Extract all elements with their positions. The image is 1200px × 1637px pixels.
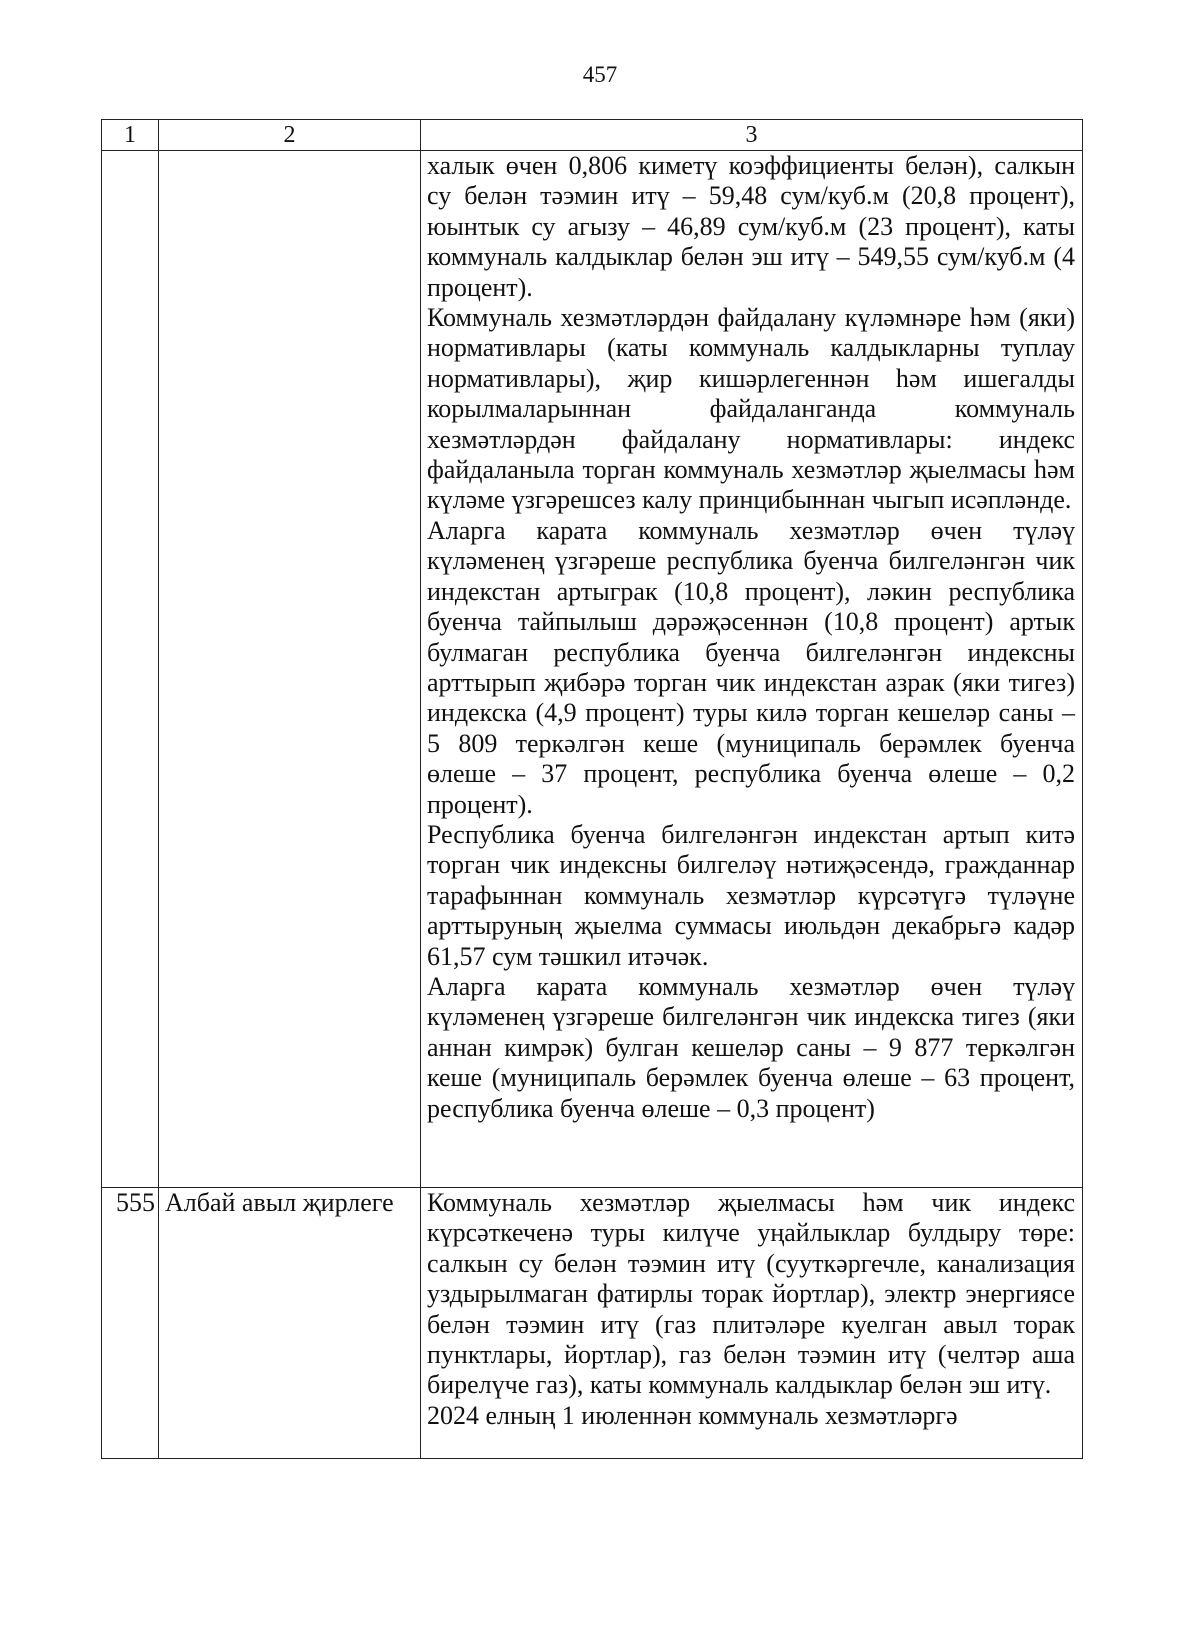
page-number: 457 <box>582 62 618 87</box>
description-paragraph: халык өчен 0,806 киметү коэффициенты белән), салкын су белән тәэмин итү – 59,48 сум/куб.м (20,8 процент), юынтык су агызу – 46,89 сум/куб.м (23 процент), каты коммуналь калдыклар белән эш итү – 549,55 сум/куб.м (4 процент). <box>427 151 1075 302</box>
row-number-cell: 555 <box>102 1188 159 1459</box>
table-row <box>102 1188 1083 1459</box>
description-paragraph: Коммуналь хезмәтләр җыелмасы һәм чик индекс күрсәткеченә туры килүче уңайлыклар булдыру төре: салкын су белән тәэмин итү (сууткәргечле, канализация уздырылмаган фатирлы торак йортлар), электр энергиясе белән тәэмин итү (газ плитәләре куелган авыл торак пунктлары, йортлар), газ белән тәэмин итү (челтәр аша бирелүче газ), каты коммуналь калдыклар белән эш итү. <box>427 1188 1075 1400</box>
description-paragraph: 2024 елның 1 июленнән коммуналь хезмәтләргә <box>427 1400 958 1430</box>
description-paragraph: Аларга карата коммуналь хезмәтләр өчен түләү күләменең үзгәреше билгеләнгән чик индекска тигез (яки аннан кимрәк) булган кешеләр саны – 9 877 теркәлгән кеше (муниципаль берәмлек буенча өлеше – 63 процент, республика буенча өлеше – 0,3 процент) <box>427 971 1075 1123</box>
description-paragraph: Коммуналь хезмәтләрдән файдалану күләмнәре һәм (яки) нормативлары (каты коммуналь калдыкларны туплау нормативлары), җир кишәрлегеннән һәм ишегалды корылмаларыннан файдаланганда коммуналь хезмәтләрдән файдалану нормативлары: индекс файдаланыла торган коммуналь хезмәтләр җыелмасы һәм күләме үзгәрешсез калу принцибыннан чыгып исәпләнде. <box>427 303 1075 515</box>
document-table <box>101 119 1083 1459</box>
table-header-row <box>102 120 1083 151</box>
column-header-description: 3 <box>421 120 1083 151</box>
row-name-cell <box>159 151 421 1188</box>
description-paragraph: Республика буенча билгеләнгән индекстан артып китә торган чик индексны билгеләү нәтиҗәсендә, гражданнар тарафыннан коммуналь хезмәтләр күрсәтүгә түләүне арттыруның җыелма суммасы июльдән декабрьгә кадәр 61,57 сум тәшкил итәчәк. <box>427 819 1075 971</box>
description-paragraph: Аларга карата коммуналь хезмәтләр өчен түләү күләменең үзгәреше республика буенча билгеләнгән чик индекстан артыграк (10,8 процент), ләкин республика буенча тайпылыш дәрәҗәсеннән (10,8 процент) артык булмаган республика буенча билгеләнгән индексны арттырып җибәрә торган чик индекстан азрак (яки тигез) индекска (4,9 процент) туры килә торган кешеләр саны – 5 809 теркәлгән кеше (муниципаль берәмлек буенча өлеше – 37 процент, республика буенча өлеше – 0,2 процент). <box>427 515 1075 819</box>
row-description-cell <box>421 1188 1083 1459</box>
row-name-cell: Албай авыл җирлеге <box>159 1188 421 1459</box>
column-header-name: 2 <box>159 120 421 151</box>
row-description-cell <box>421 151 1083 1188</box>
row-number-cell <box>102 151 159 1188</box>
column-header-number: 1 <box>102 120 159 151</box>
table-row <box>102 151 1083 1188</box>
